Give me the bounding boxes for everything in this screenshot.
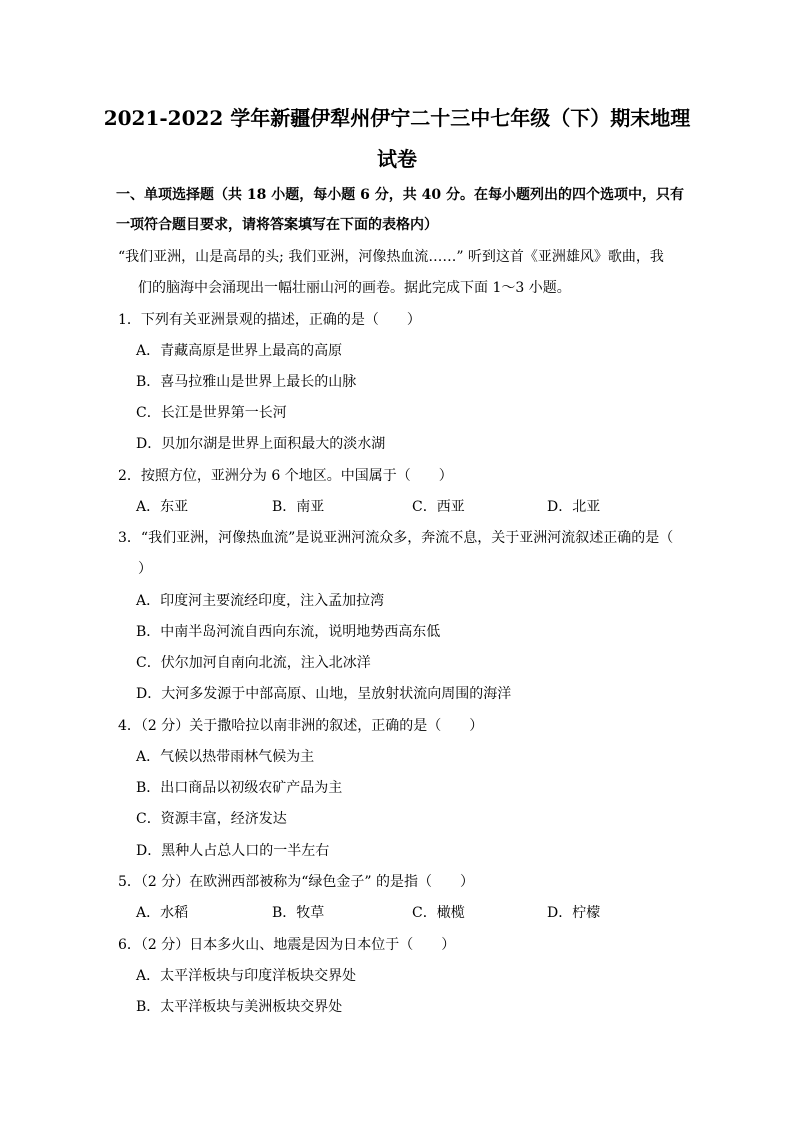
question-3-option-c: C．伏尔加河自南向北流，注入北冰洋 bbox=[136, 655, 371, 671]
question-6-option-a: A．太平洋板块与印度洋板块交界处 bbox=[136, 968, 357, 984]
question-4-option-b: B．出口商品以初级农矿产品为主 bbox=[136, 780, 343, 796]
exam-title-line1: 2021-2022 学年新疆伊犁州伊宁二十三中七年级（下）期末地理 bbox=[103, 106, 691, 130]
exam-title-line2: 试卷 bbox=[377, 147, 417, 171]
question-5-stem: 5．（2 分）在欧洲西部被称为“绿色金子” 的是指（ ） bbox=[118, 874, 475, 890]
question-2-option-c: C．西亚 bbox=[412, 499, 465, 515]
question-2-option-a: A．东亚 bbox=[136, 499, 189, 515]
question-4-option-a: A．气候以热带雨林气候为主 bbox=[136, 749, 315, 765]
question-5-option-b: B．牧草 bbox=[272, 905, 325, 921]
question-3-option-a: A．印度河主要流经印度，注入孟加拉湾 bbox=[136, 593, 385, 609]
section-heading-line2: 一项符合题目要求，请将答案填写在下面的表格内） bbox=[116, 217, 438, 233]
question-1-option-b: B．喜马拉雅山是世界上最长的山脉 bbox=[136, 374, 357, 390]
question-4-option-d: D．黑种人占总人口的一半左右 bbox=[136, 843, 330, 859]
question-6-stem: 6．（2 分）日本多火山、地震是因为日本位于（ ） bbox=[118, 937, 456, 953]
question-4-stem: 4．（2 分）关于撒哈拉以南非洲的叙述，正确的是（ ） bbox=[118, 718, 484, 734]
question-1-stem: 1．下列有关亚洲景观的描述，正确的是（ ） bbox=[118, 312, 421, 328]
question-1-option-d: D．贝加尔湖是世界上面积最大的淡水湖 bbox=[136, 436, 386, 452]
question-5-option-d: D．柠檬 bbox=[547, 905, 601, 921]
question-1-option-a: A．青藏高原是世界上最高的高原 bbox=[136, 343, 343, 359]
question-4-option-c: C．资源丰富，经济发达 bbox=[136, 811, 287, 827]
question-3-option-b: B．中南半岛河流自西向东流，说明地势西高东低 bbox=[136, 624, 441, 640]
question-1-option-c: C．长江是世界第一长河 bbox=[136, 405, 287, 421]
question-2-option-b: B．南亚 bbox=[272, 499, 325, 515]
section-heading-line1: 一、单项选择题（共 18 小题，每小题 6 分，共 40 分。在每小题列出的四个选项中，只有 bbox=[116, 187, 684, 203]
question-5-option-a: A．水稻 bbox=[136, 905, 189, 921]
question-2-stem: 2．按照方位，亚洲分为 6 个地区。中国属于（ ） bbox=[118, 468, 453, 484]
question-6-option-b: B．太平洋板块与美洲板块交界处 bbox=[136, 999, 343, 1015]
question-3-stem-line1: 3．“我们亚洲，河像热血流”是说亚洲河流众多，奔流不息，关于亚洲河流叙述正确的是（ bbox=[118, 530, 674, 546]
intro-text-line2: 们的脑海中会涌现出一幅壮丽山河的画卷。据此完成下面 1～3 小题。 bbox=[138, 280, 571, 296]
question-5-option-c: C．橄榄 bbox=[412, 905, 465, 921]
question-3-stem-line2: ） bbox=[138, 561, 152, 577]
question-2-option-d: D．北亚 bbox=[547, 499, 601, 515]
intro-text-line1: “我们亚洲，山是高昂的头; 我们亚洲，河像热血流……” 听到这首《亚洲雄风》歌曲，我 bbox=[118, 249, 664, 265]
question-3-option-d: D．大河多发源于中部高原、山地，呈放射状流向周围的海洋 bbox=[136, 686, 512, 702]
